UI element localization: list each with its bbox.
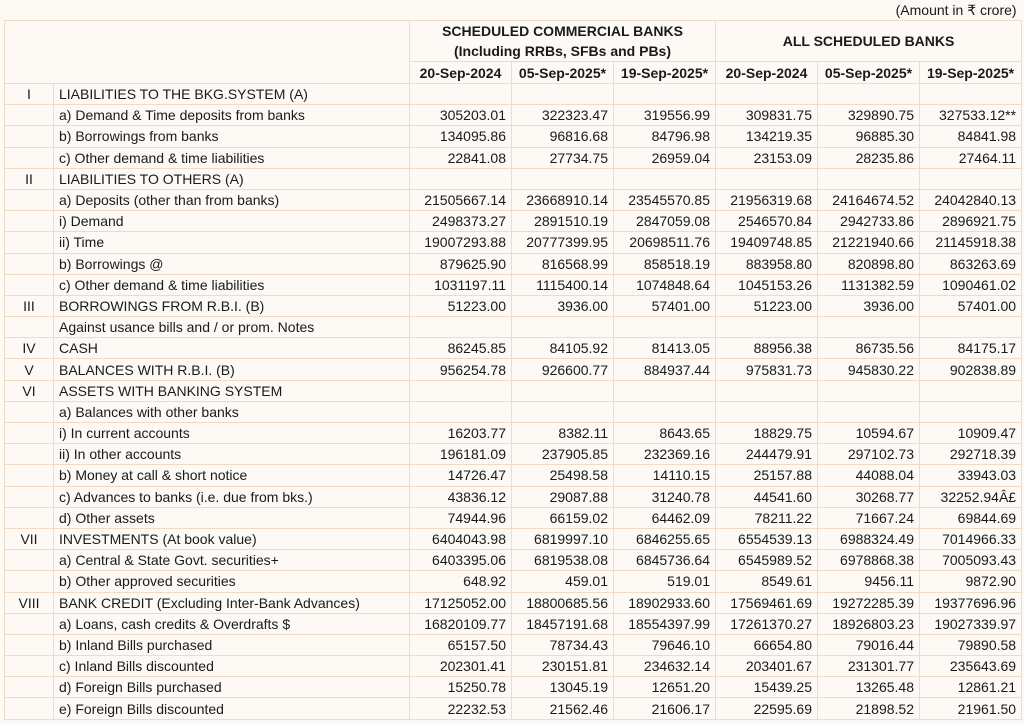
row-label: Against usance bills and / or prom. Notes	[54, 317, 410, 338]
row-section-number: I	[5, 84, 54, 105]
value-cell: 96816.68	[512, 126, 614, 147]
group-title: ALL SCHEDULED BANKS	[782, 33, 955, 49]
value-cell	[614, 84, 716, 105]
row-label: a) Deposits (other than from banks)	[54, 189, 410, 210]
value-cell: 17569461.69	[716, 592, 818, 613]
value-cell: 6545989.52	[716, 550, 818, 571]
row-label: INVESTMENTS (At book value)	[54, 528, 410, 549]
value-cell	[614, 380, 716, 401]
value-cell: 32252.94Â£	[920, 486, 1022, 507]
value-cell	[512, 380, 614, 401]
value-cell	[410, 168, 512, 189]
value-cell: 6403395.06	[410, 550, 512, 571]
value-cell: 64462.09	[614, 507, 716, 528]
value-cell	[818, 84, 920, 105]
date-header: 20-Sep-2024	[410, 62, 512, 84]
value-cell: 244479.91	[716, 444, 818, 465]
value-cell: 17125052.00	[410, 592, 512, 613]
value-cell: 956254.78	[410, 359, 512, 380]
row-section-number: II	[5, 168, 54, 189]
value-cell: 329890.75	[818, 105, 920, 126]
unit-note: (Amount in ₹ crore)	[5, 0, 1022, 21]
value-cell: 15250.78	[410, 677, 512, 698]
value-cell: 230151.81	[512, 656, 614, 677]
row-section-number	[5, 465, 54, 486]
date-header: 19-Sep-2025*	[614, 62, 716, 84]
table-body	[5, 84, 1022, 720]
date-header: 19-Sep-2025*	[920, 62, 1022, 84]
value-cell: 234632.14	[614, 656, 716, 677]
value-cell: 231301.77	[818, 656, 920, 677]
value-cell: 1031197.11	[410, 274, 512, 295]
row-label: a) Loans, cash credits & Overdrafts $	[54, 613, 410, 634]
value-cell: 3936.00	[818, 295, 920, 316]
value-cell	[512, 401, 614, 422]
table-row	[5, 232, 1022, 253]
value-cell: 519.01	[614, 571, 716, 592]
value-cell: 879625.90	[410, 253, 512, 274]
value-cell	[716, 317, 818, 338]
value-cell: 20698511.76	[614, 232, 716, 253]
row-label: b) Money at call & short notice	[54, 465, 410, 486]
table-row	[5, 656, 1022, 677]
group-header-row	[5, 21, 1022, 62]
value-cell: 9872.90	[920, 571, 1022, 592]
row-section-number: IV	[5, 338, 54, 359]
value-cell	[614, 317, 716, 338]
row-label: b) Inland Bills purchased	[54, 634, 410, 655]
value-cell: 44541.60	[716, 486, 818, 507]
value-cell	[512, 84, 614, 105]
value-cell: 6978868.38	[818, 550, 920, 571]
row-section-number: VIII	[5, 592, 54, 613]
row-label: c) Inland Bills discounted	[54, 656, 410, 677]
value-cell: 6845736.64	[614, 550, 716, 571]
value-cell: 322323.47	[512, 105, 614, 126]
value-cell: 648.92	[410, 571, 512, 592]
value-cell	[410, 317, 512, 338]
value-cell: 23153.09	[716, 147, 818, 168]
value-cell: 18902933.60	[614, 592, 716, 613]
date-header: 05-Sep-2025*	[512, 62, 614, 84]
value-cell	[716, 380, 818, 401]
value-cell: 2891510.19	[512, 211, 614, 232]
value-cell: 9456.11	[818, 571, 920, 592]
value-cell: 88956.38	[716, 338, 818, 359]
value-cell: 8382.11	[512, 423, 614, 444]
value-cell: 883958.80	[716, 253, 818, 274]
value-cell: 24042840.13	[920, 189, 1022, 210]
value-cell: 18926803.23	[818, 613, 920, 634]
value-cell: 86245.85	[410, 338, 512, 359]
table-row	[5, 147, 1022, 168]
value-cell: 327533.12**	[920, 105, 1022, 126]
value-cell: 1131382.59	[818, 274, 920, 295]
row-label: c) Advances to banks (i.e. due from bks.)	[54, 486, 410, 507]
table-row	[5, 274, 1022, 295]
value-cell	[920, 380, 1022, 401]
value-cell: 18457191.68	[512, 613, 614, 634]
value-cell: 16820109.77	[410, 613, 512, 634]
row-label: ASSETS WITH BANKING SYSTEM	[54, 380, 410, 401]
value-cell: 65157.50	[410, 634, 512, 655]
value-cell: 29087.88	[512, 486, 614, 507]
value-cell: 43836.12	[410, 486, 512, 507]
value-cell: 305203.01	[410, 105, 512, 126]
value-cell: 858518.19	[614, 253, 716, 274]
value-cell: 22841.08	[410, 147, 512, 168]
row-section-number	[5, 507, 54, 528]
value-cell: 2942733.86	[818, 211, 920, 232]
value-cell: 902838.89	[920, 359, 1022, 380]
row-label: a) Central & State Govt. securities+	[54, 550, 410, 571]
row-label: c) Other demand & time liabilities	[54, 274, 410, 295]
value-cell: 84175.17	[920, 338, 1022, 359]
value-cell: 1074848.64	[614, 274, 716, 295]
value-cell: 8549.61	[716, 571, 818, 592]
value-cell	[410, 84, 512, 105]
table-row	[5, 338, 1022, 359]
row-section-number	[5, 677, 54, 698]
value-cell	[716, 168, 818, 189]
table-row	[5, 295, 1022, 316]
table-row	[5, 105, 1022, 126]
value-cell	[512, 317, 614, 338]
value-cell: 44088.04	[818, 465, 920, 486]
value-cell	[614, 168, 716, 189]
value-cell: 203401.67	[716, 656, 818, 677]
value-cell: 25157.88	[716, 465, 818, 486]
value-cell: 24164674.52	[818, 189, 920, 210]
row-label: LIABILITIES TO THE BKG.SYSTEM (A)	[54, 84, 410, 105]
value-cell: 945830.22	[818, 359, 920, 380]
value-cell	[920, 84, 1022, 105]
value-cell: 21221940.66	[818, 232, 920, 253]
value-cell: 79890.58	[920, 634, 1022, 655]
value-cell: 18800685.56	[512, 592, 614, 613]
value-cell: 1045153.26	[716, 274, 818, 295]
table-row	[5, 253, 1022, 274]
value-cell: 21606.17	[614, 698, 716, 719]
value-cell: 21505667.14	[410, 189, 512, 210]
value-cell: 19007293.88	[410, 232, 512, 253]
value-cell: 96885.30	[818, 126, 920, 147]
value-cell: 6819538.08	[512, 550, 614, 571]
table-row	[5, 507, 1022, 528]
value-cell: 10909.47	[920, 423, 1022, 444]
row-section-number	[5, 486, 54, 507]
value-cell: 78211.22	[716, 507, 818, 528]
value-cell: 8643.65	[614, 423, 716, 444]
value-cell	[614, 401, 716, 422]
scheduled-banks-table	[4, 0, 1022, 720]
value-cell: 79016.44	[818, 634, 920, 655]
value-cell	[818, 317, 920, 338]
value-cell: 14110.15	[614, 465, 716, 486]
table-row	[5, 486, 1022, 507]
value-cell: 19027339.97	[920, 613, 1022, 634]
value-cell: 820898.80	[818, 253, 920, 274]
value-cell: 22232.53	[410, 698, 512, 719]
row-section-number	[5, 423, 54, 444]
value-cell: 6988324.49	[818, 528, 920, 549]
value-cell	[920, 401, 1022, 422]
value-cell: 22595.69	[716, 698, 818, 719]
table-row	[5, 423, 1022, 444]
value-cell: 6554539.13	[716, 528, 818, 549]
value-cell: 15439.25	[716, 677, 818, 698]
value-cell: 926600.77	[512, 359, 614, 380]
table-row	[5, 592, 1022, 613]
value-cell: 21562.46	[512, 698, 614, 719]
value-cell	[716, 401, 818, 422]
value-cell: 23545570.85	[614, 189, 716, 210]
value-cell	[920, 168, 1022, 189]
row-label: ii) Time	[54, 232, 410, 253]
value-cell: 975831.73	[716, 359, 818, 380]
value-cell: 26959.04	[614, 147, 716, 168]
value-cell	[818, 401, 920, 422]
row-label: BANK CREDIT (Excluding Inter-Bank Advances)	[54, 592, 410, 613]
row-section-number	[5, 613, 54, 634]
value-cell: 863263.69	[920, 253, 1022, 274]
value-cell: 19272285.39	[818, 592, 920, 613]
row-section-number	[5, 550, 54, 571]
group-title: SCHEDULED COMMERCIAL BANKS	[442, 23, 683, 39]
value-cell: 19377696.96	[920, 592, 1022, 613]
value-cell	[818, 168, 920, 189]
value-cell	[818, 380, 920, 401]
value-cell: 6404043.98	[410, 528, 512, 549]
value-cell: 14726.47	[410, 465, 512, 486]
value-cell: 297102.73	[818, 444, 920, 465]
value-cell	[920, 317, 1022, 338]
row-label: d) Foreign Bills purchased	[54, 677, 410, 698]
row-section-number	[5, 634, 54, 655]
value-cell: 84105.92	[512, 338, 614, 359]
row-label: b) Borrowings @	[54, 253, 410, 274]
row-section-number	[5, 571, 54, 592]
value-cell: 18554397.99	[614, 613, 716, 634]
value-cell: 74944.96	[410, 507, 512, 528]
table-row	[5, 571, 1022, 592]
table-row	[5, 613, 1022, 634]
value-cell: 18829.75	[716, 423, 818, 444]
table-row	[5, 528, 1022, 549]
value-cell: 71667.24	[818, 507, 920, 528]
table-row	[5, 126, 1022, 147]
value-cell: 21961.50	[920, 698, 1022, 719]
table-row	[5, 168, 1022, 189]
table-row	[5, 550, 1022, 571]
value-cell: 309831.75	[716, 105, 818, 126]
value-cell: 66159.02	[512, 507, 614, 528]
row-label: CASH	[54, 338, 410, 359]
value-cell: 7014966.33	[920, 528, 1022, 549]
value-cell: 6846255.65	[614, 528, 716, 549]
row-section-number: VII	[5, 528, 54, 549]
value-cell: 1090461.02	[920, 274, 1022, 295]
row-section-number	[5, 317, 54, 338]
value-cell: 292718.39	[920, 444, 1022, 465]
value-cell	[410, 380, 512, 401]
value-cell: 21956319.68	[716, 189, 818, 210]
value-cell: 3936.00	[512, 295, 614, 316]
value-cell	[410, 401, 512, 422]
value-cell: 134095.86	[410, 126, 512, 147]
unit-row	[5, 0, 1022, 21]
table-row	[5, 677, 1022, 698]
value-cell: 816568.99	[512, 253, 614, 274]
table-row	[5, 380, 1022, 401]
row-section-number	[5, 105, 54, 126]
value-cell: 21898.52	[818, 698, 920, 719]
value-cell: 17261370.27	[716, 613, 818, 634]
date-header: 05-Sep-2025*	[818, 62, 920, 84]
value-cell: 57401.00	[614, 295, 716, 316]
value-cell: 459.01	[512, 571, 614, 592]
value-cell: 12861.21	[920, 677, 1022, 698]
value-cell: 884937.44	[614, 359, 716, 380]
row-label: BALANCES WITH R.B.I. (B)	[54, 359, 410, 380]
value-cell	[512, 168, 614, 189]
value-cell: 25498.58	[512, 465, 614, 486]
row-label: d) Other assets	[54, 507, 410, 528]
value-cell: 27734.75	[512, 147, 614, 168]
table-row	[5, 189, 1022, 210]
value-cell: 84841.98	[920, 126, 1022, 147]
value-cell: 21145918.38	[920, 232, 1022, 253]
value-cell: 134219.35	[716, 126, 818, 147]
value-cell: 2498373.27	[410, 211, 512, 232]
value-cell: 2896921.75	[920, 211, 1022, 232]
value-cell: 86735.56	[818, 338, 920, 359]
group-header-scheduled-commercial-banks	[410, 21, 716, 62]
row-section-number	[5, 232, 54, 253]
value-cell: 81413.05	[614, 338, 716, 359]
header-blank	[5, 21, 410, 84]
value-cell: 51223.00	[410, 295, 512, 316]
row-section-number: VI	[5, 380, 54, 401]
table-row	[5, 359, 1022, 380]
row-section-number	[5, 211, 54, 232]
date-header: 20-Sep-2024	[716, 62, 818, 84]
row-label: a) Demand & Time deposits from banks	[54, 105, 410, 126]
row-section-number: III	[5, 295, 54, 316]
row-label: BORROWINGS FROM R.B.I. (B)	[54, 295, 410, 316]
group-subtitle: (Including RRBs, SFBs and PBs)	[453, 43, 671, 59]
row-section-number	[5, 274, 54, 295]
value-cell: 235643.69	[920, 656, 1022, 677]
row-section-number	[5, 444, 54, 465]
value-cell: 51223.00	[716, 295, 818, 316]
value-cell: 232369.16	[614, 444, 716, 465]
value-cell: 196181.09	[410, 444, 512, 465]
table-row	[5, 444, 1022, 465]
row-label: a) Balances with other banks	[54, 401, 410, 422]
value-cell: 2546570.84	[716, 211, 818, 232]
value-cell: 319556.99	[614, 105, 716, 126]
group-header-all-scheduled-banks	[716, 21, 1022, 62]
value-cell: 69844.69	[920, 507, 1022, 528]
value-cell: 57401.00	[920, 295, 1022, 316]
row-section-number	[5, 147, 54, 168]
value-cell: 20777399.95	[512, 232, 614, 253]
value-cell: 84796.98	[614, 126, 716, 147]
table-row	[5, 84, 1022, 105]
value-cell: 78734.43	[512, 634, 614, 655]
row-label: LIABILITIES TO OTHERS (A)	[54, 168, 410, 189]
row-section-number	[5, 253, 54, 274]
value-cell: 202301.41	[410, 656, 512, 677]
row-label: b) Borrowings from banks	[54, 126, 410, 147]
row-label: e) Foreign Bills discounted	[54, 698, 410, 719]
row-section-number	[5, 126, 54, 147]
table-row	[5, 698, 1022, 719]
value-cell: 16203.77	[410, 423, 512, 444]
row-label: b) Other approved securities	[54, 571, 410, 592]
table-row	[5, 211, 1022, 232]
value-cell: 12651.20	[614, 677, 716, 698]
row-label: ii) In other accounts	[54, 444, 410, 465]
value-cell: 66654.80	[716, 634, 818, 655]
value-cell: 28235.86	[818, 147, 920, 168]
value-cell: 6819997.10	[512, 528, 614, 549]
row-section-number	[5, 656, 54, 677]
table-row	[5, 401, 1022, 422]
value-cell: 1115400.14	[512, 274, 614, 295]
row-section-number	[5, 189, 54, 210]
value-cell: 31240.78	[614, 486, 716, 507]
row-section-number: V	[5, 359, 54, 380]
value-cell: 13045.19	[512, 677, 614, 698]
value-cell: 79646.10	[614, 634, 716, 655]
value-cell: 10594.67	[818, 423, 920, 444]
table-row	[5, 465, 1022, 486]
value-cell: 30268.77	[818, 486, 920, 507]
row-section-number	[5, 401, 54, 422]
row-section-number	[5, 698, 54, 719]
value-cell: 33943.03	[920, 465, 1022, 486]
row-label: c) Other demand & time liabilities	[54, 147, 410, 168]
value-cell	[716, 84, 818, 105]
value-cell: 7005093.43	[920, 550, 1022, 571]
value-cell: 237905.85	[512, 444, 614, 465]
table-row	[5, 317, 1022, 338]
value-cell: 13265.48	[818, 677, 920, 698]
value-cell: 27464.11	[920, 147, 1022, 168]
value-cell: 23668910.14	[512, 189, 614, 210]
row-label: i) Demand	[54, 211, 410, 232]
value-cell: 19409748.85	[716, 232, 818, 253]
value-cell: 2847059.08	[614, 211, 716, 232]
table-row	[5, 634, 1022, 655]
row-label: i) In current accounts	[54, 423, 410, 444]
